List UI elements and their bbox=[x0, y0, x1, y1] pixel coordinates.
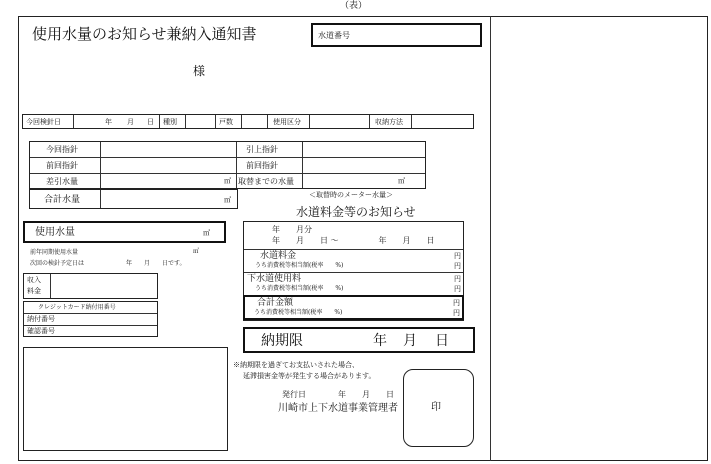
sewer-fee-label: 下水道使用料 bbox=[247, 274, 302, 284]
difference-unit: ㎥ bbox=[224, 177, 231, 185]
units-label: 戸数 bbox=[219, 118, 233, 126]
deadline-month: 月 bbox=[403, 333, 417, 349]
previous-reading-2-label: 前回指針 bbox=[246, 161, 278, 170]
total-fee-tax-note: うち消費税等相当額(税率 %) bbox=[254, 309, 343, 316]
removal-note: ＜取替時のメーター水量＞ bbox=[309, 191, 393, 199]
seal-box bbox=[403, 369, 474, 447]
deadline-year: 年 bbox=[373, 333, 387, 349]
total-fee-yen: 円 bbox=[453, 299, 460, 307]
confirm-number-label: 確認番号 bbox=[27, 327, 55, 335]
last-year-unit: ㎥ bbox=[193, 248, 200, 255]
category-label: 種別 bbox=[163, 118, 177, 126]
meter-table bbox=[29, 141, 426, 189]
card-label: クレジットカード納付用番号 bbox=[38, 304, 116, 311]
side-label: （表） bbox=[340, 1, 368, 11]
total-water-box bbox=[29, 189, 238, 209]
payment-method-label: 収納方法 bbox=[375, 118, 403, 126]
total-fee-box bbox=[243, 295, 464, 320]
deadline-label: 納期限 bbox=[261, 333, 303, 349]
late-payment-note-1: ※納期限を過ぎてお支払いされた場合、 bbox=[233, 361, 359, 369]
water-fee-label: 水道料金 bbox=[260, 251, 297, 261]
water-number-label: 水道番号 bbox=[318, 31, 350, 40]
usage-class-label: 使用区分 bbox=[273, 118, 301, 126]
issuer-name: 川崎市上下水道事業管理者 bbox=[278, 403, 398, 414]
total-fee-tax-yen: 円 bbox=[453, 309, 460, 317]
receipt-income-label: 収入 bbox=[27, 276, 41, 284]
card-table bbox=[23, 301, 158, 337]
sewer-fee-tax-yen: 円 bbox=[454, 285, 461, 293]
usage-box bbox=[23, 221, 226, 243]
deadline-day: 日 bbox=[435, 333, 449, 349]
water-number-box bbox=[311, 23, 482, 47]
blank-area-box bbox=[23, 347, 228, 451]
payment-number-label: 納付番号 bbox=[27, 315, 55, 323]
current-reading-label: 今回指針 bbox=[46, 145, 78, 154]
charges-title: 水道料金等のお知らせ bbox=[296, 205, 416, 219]
water-fee-yen: 円 bbox=[454, 252, 461, 260]
removal-reading-label: 引上指針 bbox=[246, 145, 278, 154]
meter-date-label: 今回検針日 bbox=[26, 118, 61, 126]
difference-label: 差引水量 bbox=[46, 177, 78, 186]
info-year: 年 bbox=[105, 118, 112, 126]
period-range: 年 月 日 ～ 年 月 日 bbox=[272, 236, 435, 245]
sewer-fee-yen: 円 bbox=[454, 275, 461, 283]
last-year-label: 前年同期使用水量 bbox=[30, 249, 79, 256]
total-water-unit: ㎥ bbox=[224, 196, 231, 204]
water-until-removal-label: 取替までの水量 bbox=[238, 177, 294, 186]
info-month: 月 bbox=[127, 118, 134, 126]
previous-reading-label: 前回指針 bbox=[46, 161, 78, 170]
removal-unit: ㎥ bbox=[398, 177, 405, 185]
next-reading-label: 次回の検針予定日は bbox=[30, 260, 85, 267]
issue-date: 発行日 年 月 日 bbox=[282, 390, 394, 399]
document-title: 使用水量のお知らせ兼納入通知書 bbox=[32, 25, 257, 43]
usage-label: 使用水量 bbox=[35, 227, 75, 238]
info-day: 日 bbox=[147, 118, 154, 126]
late-payment-note-2: 延滞損害金等が発生する場合があります。 bbox=[243, 372, 376, 380]
panel-divider bbox=[490, 16, 491, 461]
water-fee-tax-note: うち消費税等相当額(税率 %) bbox=[255, 262, 344, 269]
water-fee-tax-yen: 円 bbox=[454, 262, 461, 270]
receipt-fee-label: 料金 bbox=[27, 287, 41, 295]
sewer-fee-tax-note: うち消費税等相当額(税率 %) bbox=[255, 285, 344, 292]
usage-unit: ㎥ bbox=[203, 229, 210, 237]
next-reading-date: 年 月 日です。 bbox=[126, 260, 186, 267]
addressee-suffix: 様 bbox=[193, 64, 206, 78]
seal-label: 印 bbox=[431, 402, 441, 413]
total-water-label: 合計水量 bbox=[44, 195, 81, 205]
period-label: 年 月分 bbox=[272, 225, 312, 234]
total-fee-label: 合計金額 bbox=[257, 298, 294, 308]
deadline-box bbox=[243, 327, 475, 353]
info-row bbox=[22, 114, 474, 129]
receipt-box bbox=[23, 273, 158, 299]
